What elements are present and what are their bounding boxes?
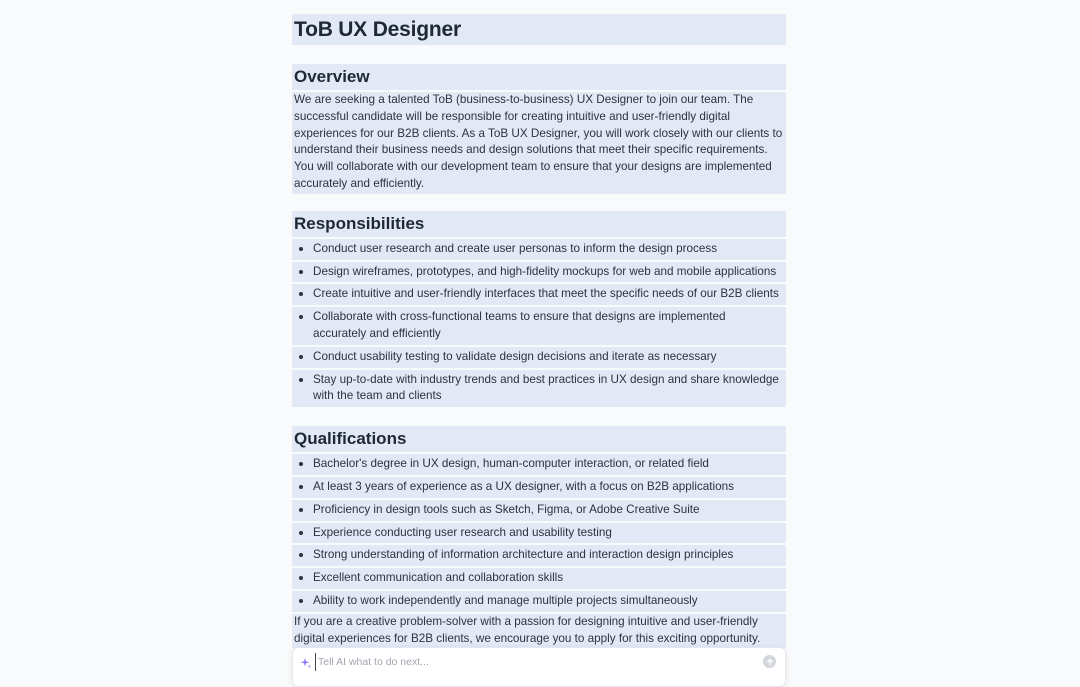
document-body [292, 14, 786, 648]
qualifications-heading[interactable]: Qualifications [292, 426, 786, 452]
ai-command-bar [292, 647, 786, 687]
list-item[interactable]: Collaborate with cross-functional teams to ensure that designs are implemented accurately and efficiently [292, 307, 786, 345]
list-item[interactable]: Excellent communication and collaboration skills [292, 568, 786, 589]
list-item[interactable]: Experience conducting user research and usability testing [292, 523, 786, 544]
responsibilities-list [292, 239, 786, 407]
qualifications-list [292, 454, 786, 612]
send-button[interactable] [763, 655, 776, 668]
overview-paragraph[interactable]: We are seeking a talented ToB (business-to-business) UX Designer to join our team. The successful candidate will be responsible for creating intuitive and user-friendly digital experiences for our B2B clients. As a ToB UX Designer, you will work closely with our clients to understand their business needs and design solutions that meet their specific requirements. You will collaborate with our development team to ensure that your designs are implemented accurately and efficiently. [292, 92, 786, 194]
list-item[interactable]: Conduct usability testing to validate design decisions and iterate as necessary [292, 347, 786, 368]
list-item[interactable]: Ability to work independently and manage multiple projects simultaneously [292, 591, 786, 612]
list-item[interactable]: Proficiency in design tools such as Sketch, Figma, or Adobe Creative Suite [292, 500, 786, 521]
page-title[interactable]: ToB UX Designer [292, 14, 786, 45]
list-item[interactable]: Bachelor's degree in UX design, human-computer interaction, or related field [292, 454, 786, 475]
responsibilities-heading[interactable]: Responsibilities [292, 211, 786, 237]
list-item[interactable]: Design wireframes, prototypes, and high-fidelity mockups for web and mobile applications [292, 262, 786, 283]
arrow-up-icon [766, 658, 774, 666]
list-item[interactable]: At least 3 years of experience as a UX designer, with a focus on B2B applications [292, 477, 786, 498]
overview-heading[interactable]: Overview [292, 64, 786, 90]
list-item[interactable]: Create intuitive and user-friendly interfaces that meet the specific needs of our B2B clients [292, 284, 786, 305]
closing-paragraph[interactable]: If you are a creative problem-solver with a passion for designing intuitive and user-friendly digital experiences for B2B clients, we encourage you to apply for this exciting opportunity. [292, 614, 786, 649]
sparkle-icon [300, 656, 312, 668]
list-item[interactable]: Conduct user research and create user personas to inform the design process [292, 239, 786, 260]
list-item[interactable]: Stay up-to-date with industry trends and best practices in UX design and share knowledge with the team and clients [292, 370, 786, 408]
list-item[interactable]: Strong understanding of information architecture and interaction design principles [292, 545, 786, 566]
ai-prompt-input[interactable] [315, 653, 755, 671]
